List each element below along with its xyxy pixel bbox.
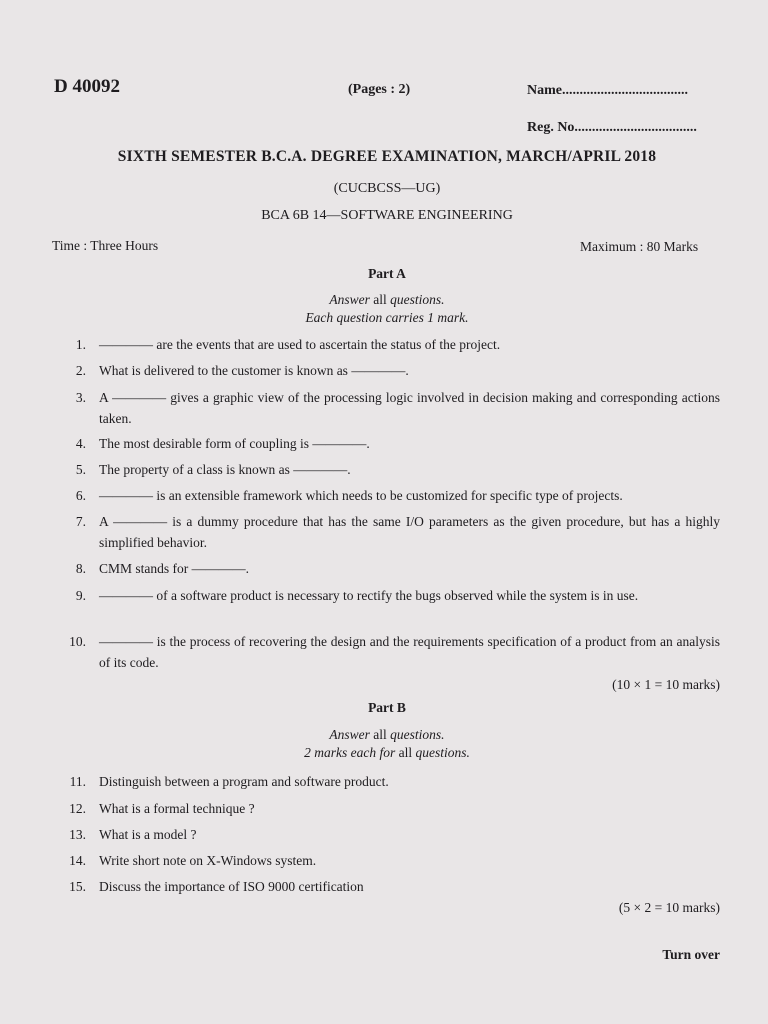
name-field: Name.................................... — [527, 83, 688, 98]
question-text: ———— are the events that are used to ascertain the status of the project. — [99, 337, 501, 352]
part-b-title: Part B — [368, 700, 406, 715]
question-10 — [68, 631, 720, 673]
question-number: 7. — [75, 514, 86, 529]
part-b-instruction-1: Answer all questions. — [329, 727, 445, 742]
question-14 — [68, 850, 720, 871]
part-a-marks: (10 × 1 = 10 marks) — [612, 677, 720, 692]
question-text: Discuss the importance of ISO 9000 certification — [99, 879, 364, 894]
page-count: (Pages : 2) — [348, 82, 411, 97]
question-1 — [68, 334, 720, 355]
question-text: The most desirable form of coupling is ————. — [99, 436, 370, 451]
question-text: What is a model ? — [99, 827, 197, 842]
question-text: What is a formal technique ? — [99, 801, 255, 816]
question-11 — [68, 771, 720, 792]
question-12 — [68, 798, 720, 819]
question-text: ———— of a software product is necessary to rectify the bugs observed while the system is in use. — [99, 588, 639, 603]
question-text: ———— is an extensible framework which needs to be customized for specific type of projects. — [99, 488, 623, 503]
question-8 — [68, 558, 720, 579]
question-text: A ———— gives a graphic view of the processing logic involved in decision making and corresponding actions taken. — [99, 390, 720, 426]
question-number: 1. — [75, 337, 86, 352]
question-15 — [68, 876, 720, 897]
time-allowed: Time : Three Hours — [52, 238, 159, 253]
question-2 — [68, 360, 720, 381]
question-number: 14. — [69, 853, 86, 868]
question-4 — [68, 433, 720, 454]
question-number: 9. — [75, 588, 86, 603]
question-number: 8. — [75, 561, 86, 576]
question-13 — [68, 824, 720, 845]
question-9 — [68, 585, 720, 606]
question-7 — [68, 511, 720, 553]
reg-no-field: Reg. No................................... — [527, 120, 697, 135]
question-text: The property of a class is known as ————. — [99, 462, 351, 477]
question-text: ———— is the process of recovering the design and the requirements specification of a product from an analysis of its code. — [99, 634, 720, 670]
part-b-marks: (5 × 2 = 10 marks) — [618, 900, 720, 915]
part-a-title: Part A — [368, 266, 406, 281]
question-number: 2. — [75, 363, 86, 378]
question-number: 11. — [69, 774, 86, 789]
question-3 — [68, 387, 720, 429]
question-number: 6. — [75, 488, 86, 503]
question-text: Write short note on X-Windows system. — [99, 853, 317, 868]
part-b-instruction-2: 2 marks each for all questions. — [304, 745, 470, 760]
question-text: CMM stands for ————. — [99, 561, 250, 576]
question-number: 13. — [69, 827, 86, 842]
question-text: Distinguish between a program and software product. — [99, 774, 389, 789]
question-number: 4. — [75, 436, 86, 451]
question-number: 12. — [69, 801, 86, 816]
question-number: 15. — [69, 879, 86, 894]
question-number: 3. — [75, 390, 86, 405]
part-a-instruction-2: Each question carries 1 mark. — [305, 310, 469, 325]
paper-code: D 40092 — [54, 76, 120, 97]
course-title: BCA 6B 14—SOFTWARE ENGINEERING — [261, 208, 513, 223]
question-number: 5. — [75, 462, 86, 477]
exam-title: SIXTH SEMESTER B.C.A. DEGREE EXAMINATION, MARCH/APRIL 2018 — [117, 148, 657, 165]
question-text: What is delivered to the customer is known as ————. — [99, 363, 409, 378]
maximum-marks: Maximum : 80 Marks — [580, 239, 699, 254]
question-5 — [68, 459, 720, 480]
part-a-instruction-1: Answer all questions. — [329, 292, 445, 307]
turn-over-note: Turn over — [662, 947, 720, 962]
question-text: A ———— is a dummy procedure that has the same I/O parameters as the given procedure, but has a highly simplified behavior. — [99, 514, 720, 550]
question-6 — [68, 485, 720, 506]
exam-scheme: (CUCBCSS—UG) — [333, 181, 441, 196]
question-number: 10. — [69, 634, 86, 649]
